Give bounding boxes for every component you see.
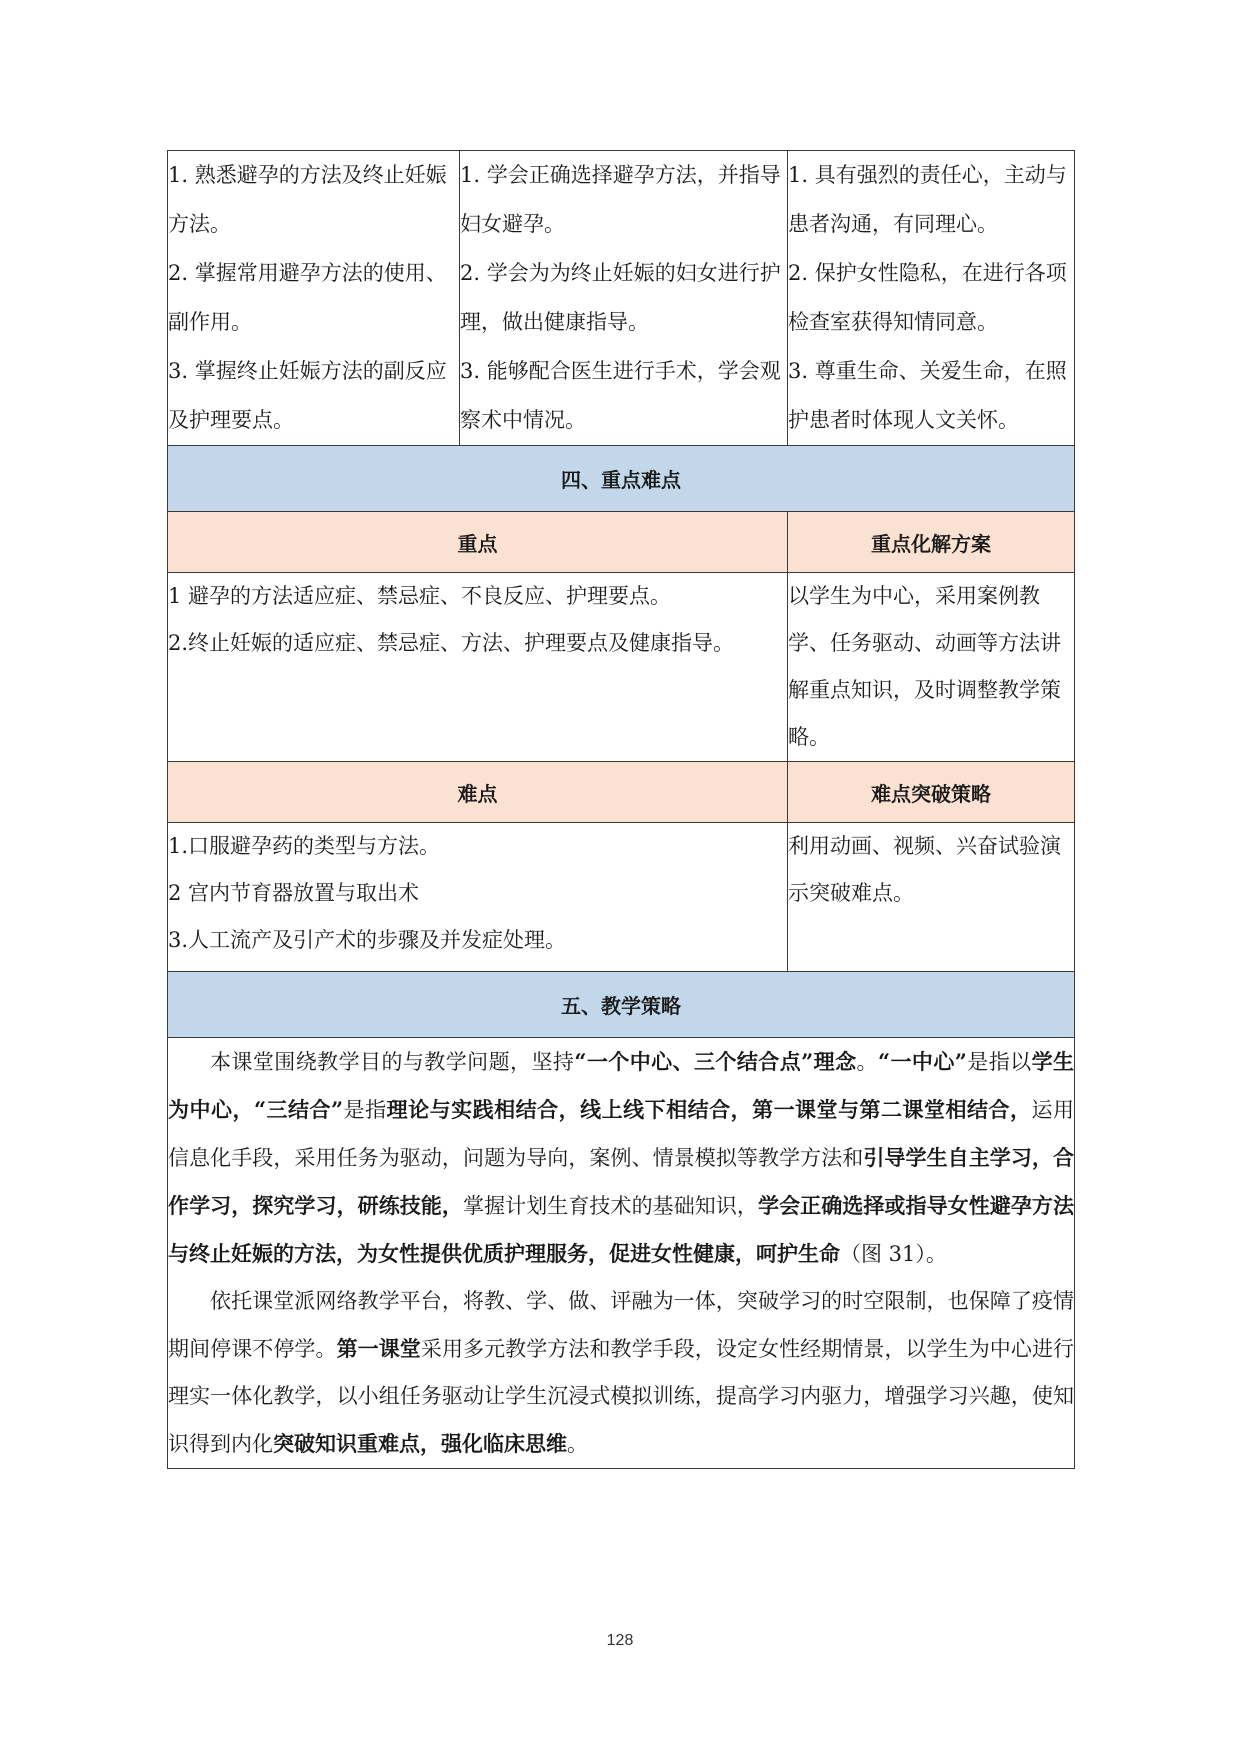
lesson-plan-table <box>167 150 1075 1469</box>
knowledge-objective: 2. 掌握常用避孕方法的使用、副作用。 <box>168 261 447 334</box>
difficult-point: 2 宫内节育器放置与取出术 <box>168 881 420 905</box>
section-4-heading: 四、重点难点 <box>168 446 1075 512</box>
strategy-paragraph-1: 本课堂围绕教学目的与教学问题，坚持“一个中心、三个结合点”理念。“一中心”是指以学生为中心，“三结合”是指理论与实践相结合，线上线下相结合，第一课堂与第二课堂相结合，运用信息化手段，采用任务为驱动，问题为导向，案例、情景模拟等教学方法和引导学生自主学习，合作学习，探究学习，研练技能，掌握计划生育技术的基础知识，学会正确选择或指导女性避孕方法与终止妊娠的方法，为女性提供优质护理服务，促进女性健康，呵护生命（图 31）。 <box>168 1049 1075 1266</box>
page-number: 128 <box>606 1632 634 1649</box>
teaching-strategy-cell <box>168 1038 1075 1469</box>
key-solution-text: 以学生为中心，采用案例教学、任务驱动、动画等方法讲解重点知识，及时调整教学策略。 <box>788 584 1061 749</box>
attitude-objective: 2. 保护女性隐私，在进行各项检查室获得知情同意。 <box>788 261 1067 334</box>
key-solution-heading: 重点化解方案 <box>788 512 1075 573</box>
skill-objective: 2. 学会为为终止妊娠的妇女进行护理，做出健康指导。 <box>460 261 781 334</box>
key-point: 2.终止妊娠的适应症、禁忌症、方法、护理要点及健康指导。 <box>168 631 735 655</box>
difficult-solution-text: 利用动画、视频、兴奋试验演示突破难点。 <box>788 834 1061 905</box>
section-5-heading: 五、教学策略 <box>168 972 1075 1038</box>
knowledge-objective: 3. 掌握终止妊娠方法的副反应及护理要点。 <box>168 359 447 432</box>
knowledge-objectives-cell <box>168 151 460 446</box>
strategy-paragraph-2: 依托课堂派网络教学平台，将教、学、做、评融为一体，突破学习的时空限制，也保障了疫情期间停课不停学。第一课堂采用多元教学方法和教学手段，设定女性经期情景，以学生为中心进行理实一体化教学，以小组任务驱动让学生沉浸式模拟训练，提高学习内驱力，增强学习兴趣，使知识得到内化突破知识重难点，强化临床思维。 <box>168 1289 1075 1456</box>
objectives-row <box>168 151 1075 446</box>
key-point: 1 避孕的方法适应症、禁忌症、不良反应、护理要点。 <box>168 584 672 608</box>
attitude-objective: 1. 具有强烈的责任心，主动与患者沟通，有同理心。 <box>788 163 1067 236</box>
difficult-points-heading: 难点 <box>168 762 788 823</box>
knowledge-objective: 1. 熟悉避孕的方法及终止妊娠方法。 <box>168 163 447 236</box>
difficult-point: 1.口服避孕药的类型与方法。 <box>168 834 441 858</box>
difficult-solution-cell <box>788 823 1075 972</box>
difficult-point: 3.人工流产及引产术的步骤及并发症处理。 <box>168 928 567 952</box>
attitude-objective: 3. 尊重生命、关爱生命，在照护患者时体现人文关怀。 <box>788 359 1067 432</box>
key-points-heading: 重点 <box>168 512 788 573</box>
difficult-points-cell <box>168 823 788 972</box>
skill-objectives-cell <box>460 151 788 446</box>
key-solution-cell <box>788 573 1075 762</box>
skill-objective: 3. 能够配合医生进行手术，学会观察术中情况。 <box>460 359 781 432</box>
key-points-cell <box>168 573 788 762</box>
difficult-solution-heading: 难点突破策略 <box>788 762 1075 823</box>
attitude-objectives-cell <box>788 151 1075 446</box>
skill-objective: 1. 学会正确选择避孕方法，并指导妇女避孕。 <box>460 163 781 236</box>
